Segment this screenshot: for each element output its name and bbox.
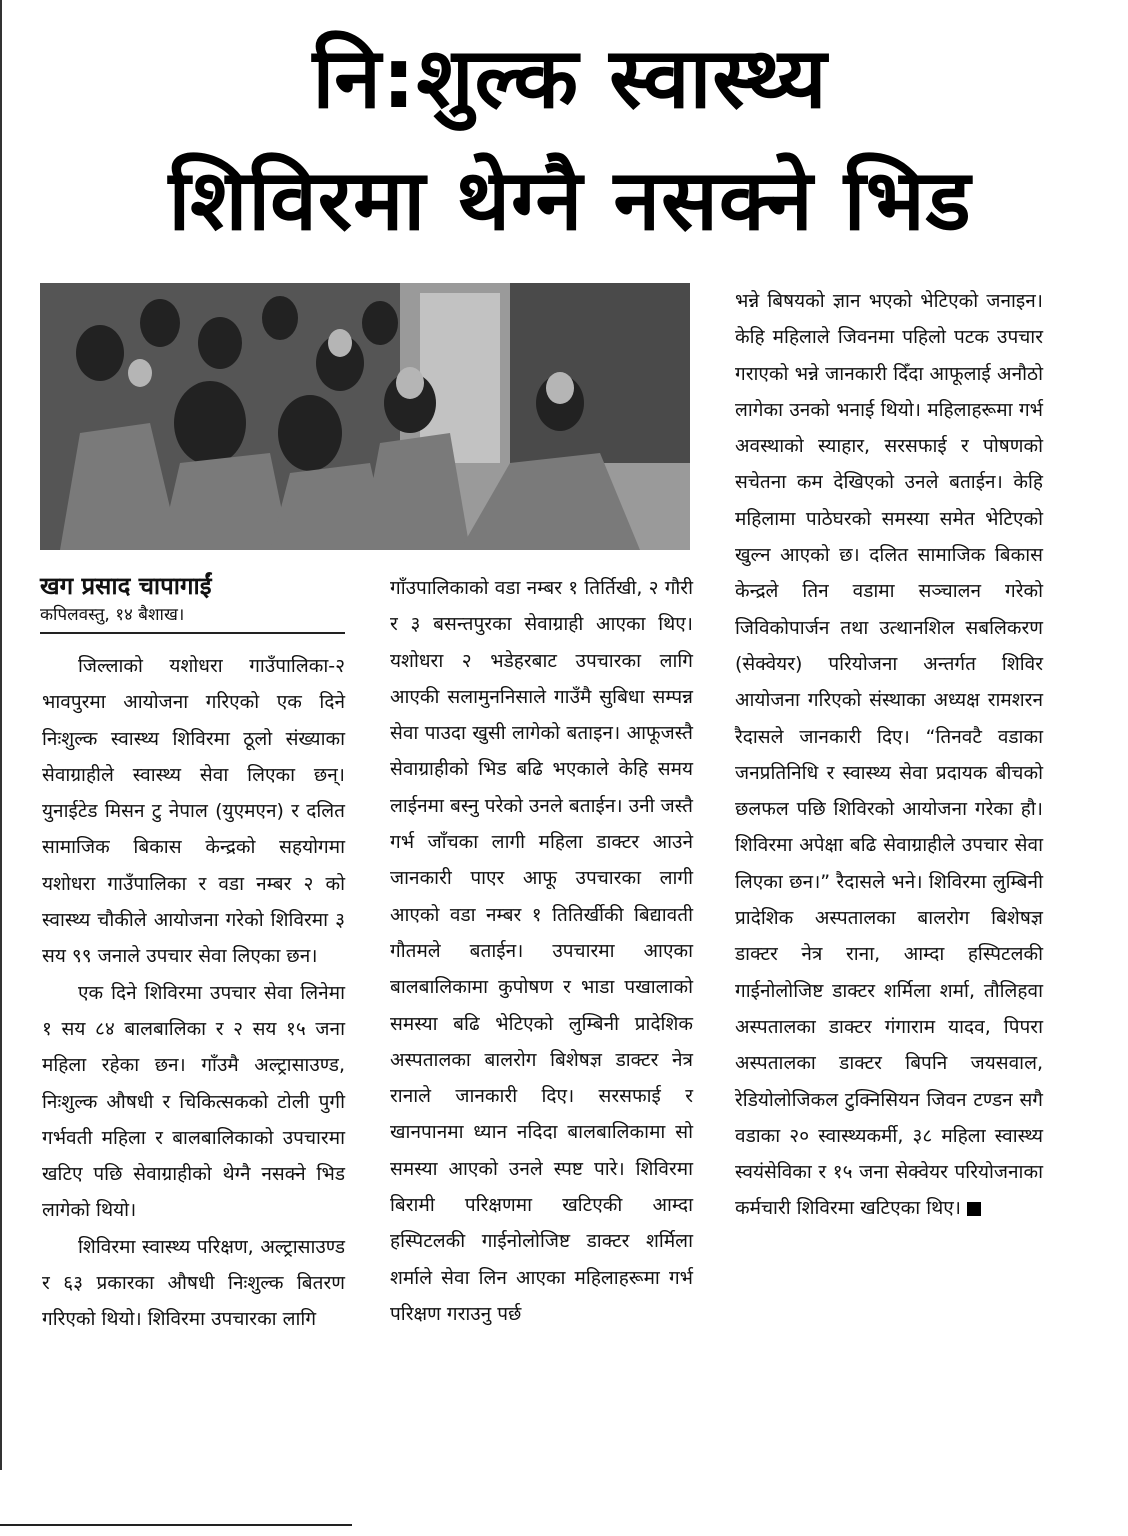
column-2-paragraph-1: गाँउपालिकाको वडा नम्बर १ तिर्तिखी, २ गौरी र ३ बसन्तपुरका सेवाग्राही आएका थिए। यशोधरा २ भडेहरबाट उपचारका लागि आएकी सलामुननिसाले गाउँमै सुबिधा सम्पन्न सेवा पाउदा खुसी लागेको बताइन। आफूजस्तै सेवाग्राहीको भिड बढि भएकाले केहि समय लाईनमा बस्नु परेको उनले बताईन। उनी जस्तै गर्भ जाँचका लागी महिला डाक्टर आउने जानकारी पाएर आफू उपचारका लागी आएको वडा नम्बर १ तितिर्खीकी बिद्यावती गौतमले बताईन। उपचारमा आएका बालबालिकामा कुपोषण र भाडा पखालाको समस्या बढि भेटिएको लुम्बिनी प्रादेशिक अस्पतालका बालरोग बिशेषज्ञ डाक्टर नेत्र रानाले जानकारी दिए। सरसफाई र खानपानमा ध्यान नदिदा बालबालिकामा सो समस्या आएको उनले स्पष्ट पारे। शिविरमा बिरामी परिक्षणमा खटिएकी आम्दा हस्पिटलकी गाईनोलोजिष्ट डाक्टर शर्मिला शर्माले सेवा लिन आएका महिलाहरूमा गर्भ परिक्षण गराउनु पर्छ <box>390 577 693 1325</box>
bottom-divider <box>0 1524 352 1526</box>
article-column-2 <box>390 570 693 1332</box>
headline-line-2: शिविरमा थेग्नै नसक्ने भिड <box>168 151 972 249</box>
column-1-paragraph-3: शिविरमा स्वास्थ्य परिक्षण, अल्ट्रासाउण्ड र ६३ प्रकारका औषधी निःशुल्क बितरण गरिएको थियो। शिविरमा उपचारका लागि <box>42 1235 345 1331</box>
page-edge-rule <box>0 0 2 1470</box>
article-end-mark <box>967 1202 981 1216</box>
dateline: कपिलवस्तु, १४ बैशाख। <box>40 605 185 625</box>
author-byline: खग प्रसाद चापागाईं <box>40 572 212 600</box>
column-1-paragraph-1: जिल्लाको यशोधरा गाउँपालिका-२ भावपुरमा आयोजना गरिएको एक दिने निःशुल्क स्वास्थ्य शिविरमा ठूलो संख्याका सेवाग्राहीले स्वास्थ्य सेवा लिएका छन्। युनाईटेड मिसन टु नेपाल (युएमएन) र दलित सामाजिक बिकास केन्द्रको सहयोगमा यशोधरा गाउँपालिका र वडा नम्बर २ को स्वास्थ्य चौकीले आयोजना गरेको शिविरमा ३ सय ९९ जनाले उपचार सेवा लिएका छन। <box>42 655 345 968</box>
byline-divider <box>40 632 345 634</box>
headline-line-1: नि:शुल्क स्वास्थ्य <box>312 29 828 127</box>
article-column-3 <box>735 283 1043 1227</box>
crowd-photo-icon <box>40 283 690 550</box>
health-camp-photo <box>40 283 690 550</box>
column-3-text: भन्ने बिषयको ज्ञान भएको भेटिएको जनाइन। केहि महिलाले जिवनमा पहिलो पटक उपचार गराएको भन्ने जानकारी दिँदा आफूलाई अनौठो लागेका उनको भनाई थियो। महिलाहरूमा गर्भ अवस्थाको स्याहार, सरसफाई र पोषणको सचेतना कम देखिएको उनले बताईन। केहि महिलामा पाठेघरको समस्या समेत भेटिएको खुल्न आएको छ। दलित सामाजिक बिकास केन्द्रले तिन वडामा सञ्चालन गरेको जिविकोपार्जन तथा उत्थानशिल सबलिकरण (सेक्वेयर) परियोजना अन्तर्गत शिविर आयोजना गरिएको संस्थाका अध्यक्ष रामशरन रैदासले जानकारी दिए। “तिनवटै वडाका जनप्रतिनिधि र स्वास्थ्य सेवा प्रदायक बीचको छलफल पछि शिविरको आयोजना गरेका हौ। शिविरमा अपेक्षा बढि सेवाग्राहीले उपचार सेवा लिएका छन।” रैदासले भने। शिविरमा लुम्बिनी प्रादेशिक अस्पतालका बालरोग बिशेषज्ञ डाक्टर नेत्र राना, आम्दा हस्पिटलकी गाईनोलोजिष्ट डाक्टर शर्मिला शर्मा, तौलिहवा अस्पतालका डाक्टर गंगाराम यादव, पिपरा अस्पतालका डाक्टर बिपनि जयसवाल, रेडियोलोजिकल टुक्निसियन जिवन टण्डन सगै वडाका २० स्वास्थ्यकर्मी, ३८ महिला स्वास्थ्य स्वयंसेविका र १५ जना सेक्वेयर परियोजनाका कर्मचारी शिविरमा खटिएका थिए। <box>735 290 1043 1220</box>
article-column-1 <box>42 648 345 1338</box>
column-1-paragraph-2: एक दिने शिविरमा उपचार सेवा लिनेमा १ सय ८४ बालबालिका र २ सय १५ जना महिला रहेका छन। गाँउमै अल्ट्रासाउण्ड, निःशुल्क औषधी र चिकित्सकको टोली पुगी गर्भवती महिला र बालबालिकाको उपचारमा खटिए पछि सेवाग्राहीको थेग्नै नसक्ने भिड लागेको थियो। <box>42 981 345 1222</box>
column-3-paragraph-1 <box>735 283 1043 1227</box>
